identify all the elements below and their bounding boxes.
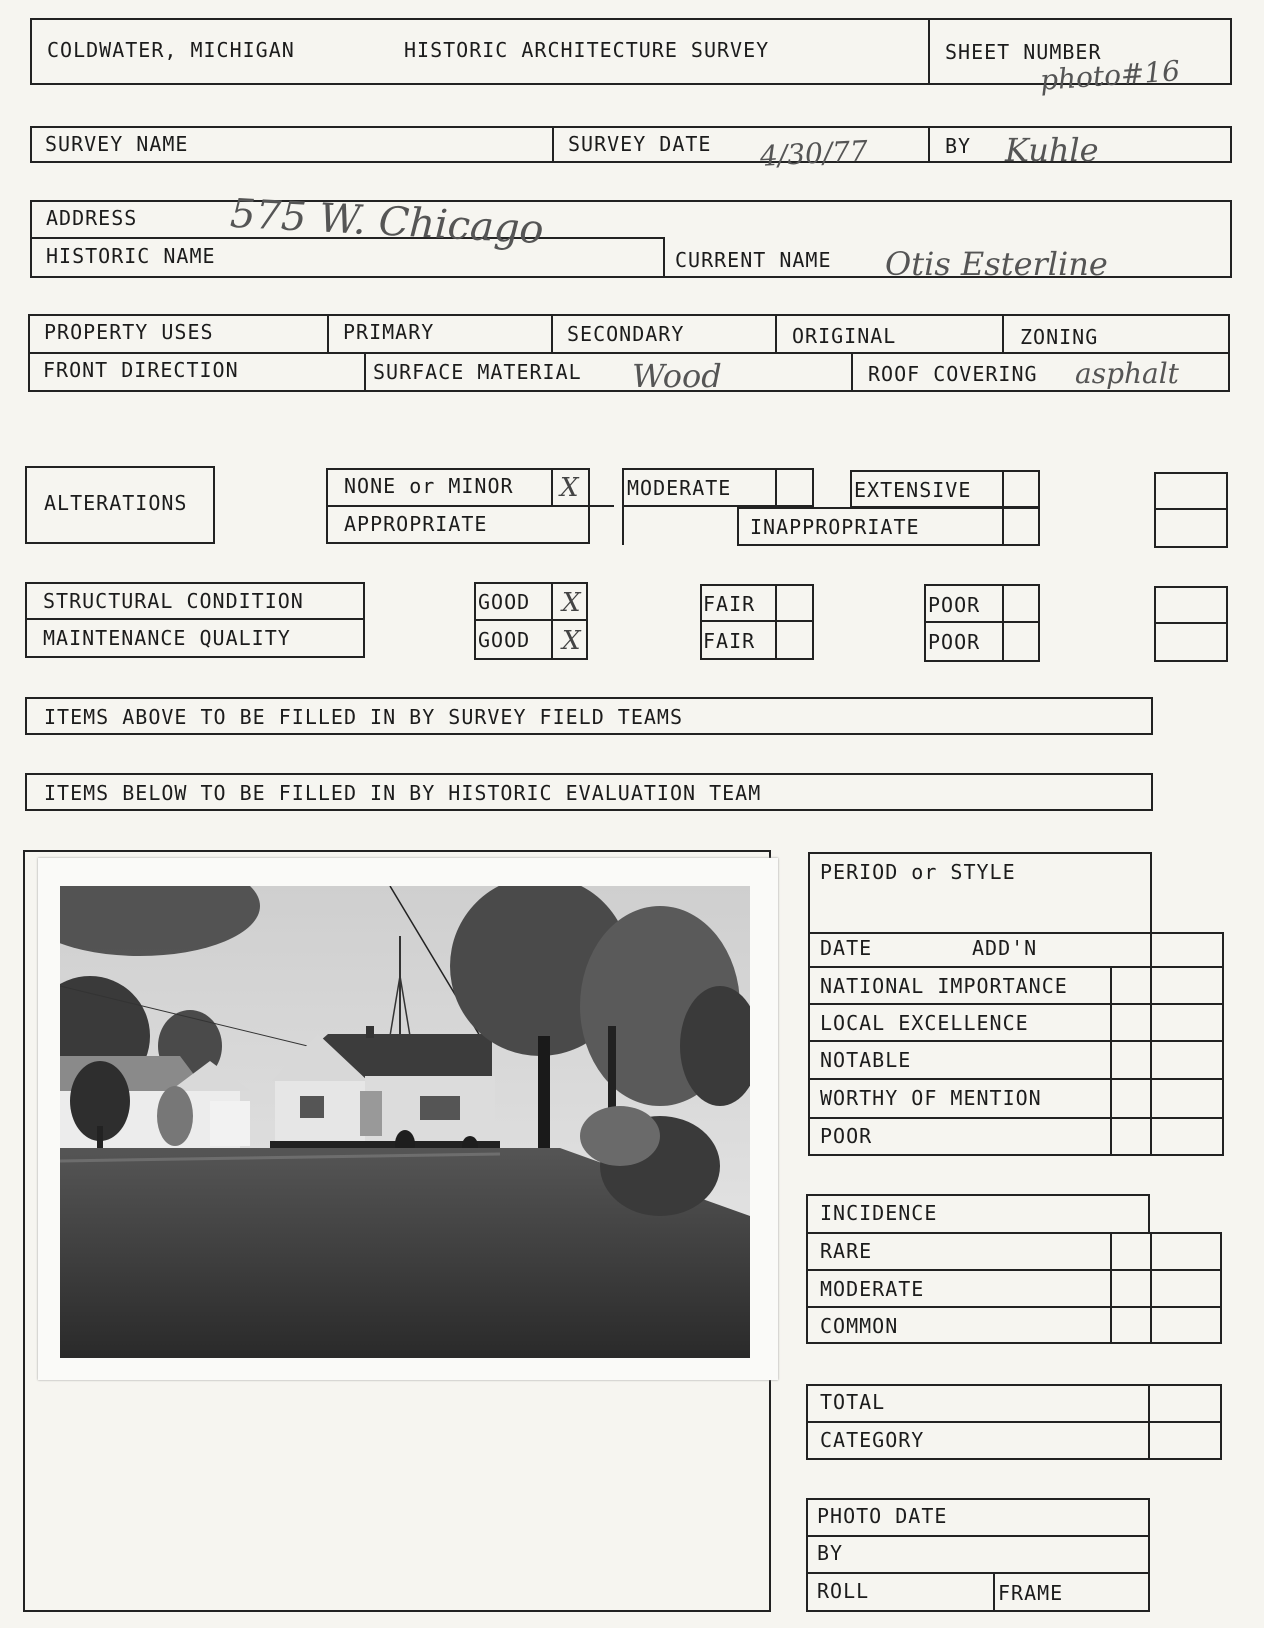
photo-by-label: BY	[817, 1541, 844, 1565]
poor-label-1: POOR	[928, 593, 981, 617]
roof-covering-value: asphalt	[1075, 357, 1179, 390]
alt-side-divider	[1154, 508, 1228, 510]
survey-divider-1	[552, 126, 554, 163]
local-excellence-label: LOCAL EXCELLENCE	[820, 1011, 1029, 1035]
alt-none-col	[551, 468, 553, 505]
property-col-4	[1002, 314, 1004, 353]
sheet-number-label: SHEET NUMBER	[945, 40, 1102, 64]
structural-condition-label: STRUCTURAL CONDITION	[43, 589, 304, 613]
incidence-col-1	[1110, 1232, 1112, 1344]
photo-info-col	[993, 1572, 995, 1612]
city-label: COLDWATER, MICHIGAN	[47, 38, 295, 62]
total-label: TOTAL	[820, 1390, 886, 1414]
good-col	[551, 582, 553, 660]
current-name-label: CURRENT NAME	[675, 248, 832, 272]
address-value: 575 W. Chicago	[229, 190, 545, 254]
front-direction-label: FRONT DIRECTION	[43, 358, 239, 382]
structural-good-mark: X	[562, 588, 581, 618]
roll-label: ROLL	[817, 1579, 870, 1603]
condition-side-divider	[1154, 622, 1228, 624]
date-label: DATE	[820, 936, 873, 960]
by-label: BY	[945, 134, 972, 158]
rare-label: RARE	[820, 1239, 873, 1263]
photo-info-row-2	[806, 1572, 1150, 1574]
eval-col-2	[1150, 932, 1152, 1156]
survey-title: HISTORIC ARCHITECTURE SURVEY	[404, 38, 770, 62]
alt-appr-col	[588, 505, 590, 544]
property-col-3	[775, 314, 777, 353]
evaluation-team-note: ITEMS BELOW TO BE FILLED IN BY HISTORIC EVALUATION TEAM	[44, 781, 762, 805]
none-minor-label: NONE or MINOR	[344, 474, 514, 498]
fair-label-1: FAIR	[703, 592, 756, 616]
property-col-5	[364, 352, 366, 392]
property-row-divider	[28, 352, 1230, 354]
good-label-1: GOOD	[478, 590, 531, 614]
evaluation-poor-label: POOR	[820, 1124, 873, 1148]
property-col-2	[551, 314, 553, 353]
secondary-label: SECONDARY	[567, 322, 685, 346]
photo-info-row-1	[806, 1535, 1150, 1537]
poor-col	[1002, 584, 1004, 662]
condition-side-box	[1154, 586, 1228, 662]
by-value: Kuhle	[1005, 131, 1099, 169]
alt-side-box	[1154, 472, 1228, 548]
property-col-6	[851, 352, 853, 392]
photo-date-label: PHOTO DATE	[817, 1504, 948, 1528]
zoning-label: ZONING	[1020, 325, 1099, 349]
surface-material-label: SURFACE MATERIAL	[373, 360, 582, 384]
inappropriate-label: INAPPROPRIATE	[750, 515, 920, 539]
worthy-of-mention-label: WORTHY OF MENTION	[820, 1086, 1042, 1110]
addn-label: ADD'N	[972, 936, 1038, 960]
eval-row-1	[808, 966, 1224, 968]
notable-label: NOTABLE	[820, 1048, 912, 1072]
sheet-number-value: photo#16	[1038, 54, 1181, 97]
fair-label-2: FAIR	[703, 629, 756, 653]
national-importance-label: NATIONAL IMPORTANCE	[820, 974, 1068, 998]
photo-mount	[38, 858, 778, 1380]
eval-row-3	[808, 1040, 1224, 1042]
alt-none-divider	[326, 505, 614, 507]
survey-date-value: 4/30/77	[759, 134, 869, 173]
original-label: ORIGINAL	[792, 324, 897, 348]
poor-divider	[924, 621, 1040, 623]
header-divider	[928, 18, 930, 85]
incidence-col-2	[1150, 1232, 1152, 1344]
maintenance-quality-label: MAINTENANCE QUALITY	[43, 626, 291, 650]
fair-col	[775, 584, 777, 660]
property-uses-label: PROPERTY USES	[44, 320, 214, 344]
poor-label-2: POOR	[928, 630, 981, 654]
appropriate-label: APPROPRIATE	[344, 512, 488, 536]
historic-name-label: HISTORIC NAME	[46, 244, 216, 268]
alterations-label: ALTERATIONS	[44, 491, 188, 515]
surface-material-value: Wood	[632, 357, 722, 395]
good-label-2: GOOD	[478, 628, 531, 652]
condition-labels-divider	[25, 618, 365, 620]
house-photo	[60, 886, 750, 1358]
good-divider	[474, 619, 588, 621]
moderate-label: MODERATE	[627, 476, 732, 500]
none-minor-mark: X	[560, 473, 579, 503]
current-name-value: Otis Esterline	[885, 245, 1108, 283]
survey-date-label: SURVEY DATE	[568, 132, 712, 156]
eval-row-2	[808, 1003, 1224, 1005]
primary-label: PRIMARY	[343, 320, 435, 344]
totals-col	[1148, 1384, 1150, 1460]
alt-moderate-drop	[622, 505, 624, 545]
frame-label: FRAME	[998, 1581, 1064, 1605]
survey-divider-2	[928, 126, 930, 163]
totals-row	[806, 1421, 1222, 1423]
eval-row-5	[808, 1117, 1224, 1119]
incidence-moderate-label: MODERATE	[820, 1277, 925, 1301]
current-name-divider	[663, 237, 665, 278]
incidence-label: INCIDENCE	[820, 1201, 938, 1225]
roof-covering-label: ROOF COVERING	[868, 362, 1038, 386]
extensive-label: EXTENSIVE	[854, 478, 972, 502]
property-col-1	[327, 314, 329, 353]
category-label: CATEGORY	[820, 1428, 925, 1452]
incidence-row-2	[806, 1306, 1222, 1308]
eval-row-4	[808, 1078, 1224, 1080]
period-style-label: PERIOD or STYLE	[820, 860, 1016, 884]
common-label: COMMON	[820, 1314, 899, 1338]
field-teams-note: ITEMS ABOVE TO BE FILLED IN BY SURVEY FIELD TEAMS	[44, 705, 684, 729]
alt-moderate-col	[775, 468, 777, 507]
maintenance-good-mark: X	[562, 626, 581, 656]
incidence-row-1	[806, 1269, 1222, 1271]
survey-name-label: SURVEY NAME	[45, 132, 189, 156]
eval-col-1	[1110, 966, 1112, 1156]
address-label: ADDRESS	[46, 206, 138, 230]
fair-divider	[700, 620, 814, 622]
